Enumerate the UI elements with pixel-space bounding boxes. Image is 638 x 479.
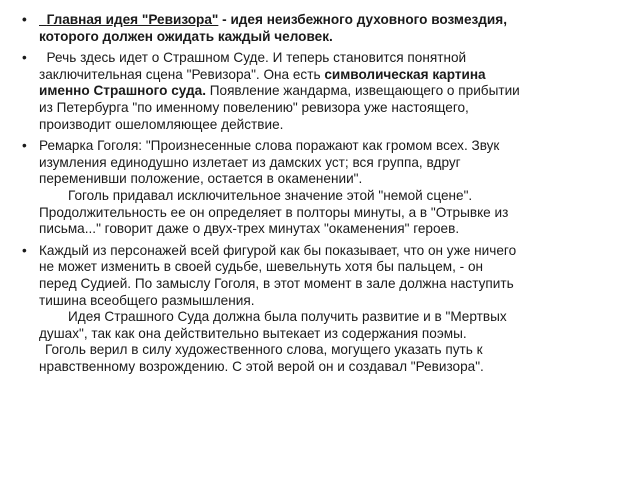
text-span: Каждый из персонажей всей фигурой как бы показывает, что он уже ничего [39,242,517,258]
text-line [39,155,618,172]
text-span: Продолжительность ее он определяет в полторы минуты, а в "Отрывке из [39,204,509,220]
text-span: душах", так как она действительно вытекает из содержания поэмы. [39,325,467,341]
text-span: Гоголь придавал исключительное значение этой "немой сцене". [68,187,473,203]
text-span [39,12,47,27]
text-line [39,326,618,343]
text-line [39,83,618,100]
text-span: производит ошеломляющее действие. [39,116,284,132]
bullet-dot-icon: • [22,12,27,27]
text-span: Ремарка Гоголя: "Произнесенные слова поражают как громом всех. Звук [39,138,500,154]
text-span: нравственному возрождению. С этой верой он и создавал "Ревизора". [39,358,484,374]
text-span: которого должен ожидать каждый человек. [39,28,333,44]
text-line [39,67,618,84]
text-span: изумления единодушно излетает из дамских уст; вся группа, вдруг [39,154,461,170]
text-line [39,12,618,29]
bullet-dot-icon: • [22,138,27,154]
bullet-item-last-judgment [22,50,618,133]
bold-phrase: именно Страшного суда. [39,83,206,99]
text-line [39,221,618,238]
bullet-dot-icon: • [22,50,27,66]
main-idea-title: Главная идея "Ревизора" [46,12,219,27]
bold-phrase: символическая картина [324,66,486,82]
text-span: тишина всеобщего размышления. [39,292,255,308]
bullet-item-characters [22,243,618,376]
text-span: письма..." говорит даже о двух-трех минутах "окаменения" героев. [39,221,460,237]
text-line [39,171,618,188]
text-line [39,293,618,310]
bullet-item-main-idea [22,12,618,45]
bullet-list [22,12,618,380]
text-line [39,100,618,117]
text-line [39,276,618,293]
text-span: не может изменить в своей судьбе, шевельнуть хотя бы пальцем, - он [39,259,484,275]
text-span: перед Судией. По замыслу Гоголя, в этот момент в зале должна наступить [39,275,514,291]
text-line [39,117,618,134]
text-span: Появление жандарма, извещающего о прибытии [205,83,520,99]
text-line [39,50,618,67]
text-line [39,205,618,222]
text-span: из Петербурга "по именному повелению" ревизора уже настоящего, [39,99,469,115]
text-line [39,309,618,326]
text-line [39,188,618,205]
text-line [39,29,618,46]
text-line [39,243,618,260]
text-span: заключительная сцена "Ревизора". Она есть [39,66,325,82]
bullet-item-gogol-remark [22,138,618,238]
text-line [39,259,618,276]
text-line [39,138,618,155]
text-span: Речь здесь идет о Страшном Суде. И теперь становится понятной [39,50,467,66]
bullet-dot-icon: • [22,242,27,258]
text-span: Идея Страшного Суда должна была получить развитие и в "Мертвых [68,309,507,325]
text-span: - идея неизбежного духовного возмездия, [218,12,508,27]
text-span: переменивши положение, остается в окаменении". [39,171,363,187]
text-line [39,342,618,359]
text-span: Гоголь верил в силу художественного слова, могущего указать путь к [45,342,483,358]
text-line [39,359,618,376]
